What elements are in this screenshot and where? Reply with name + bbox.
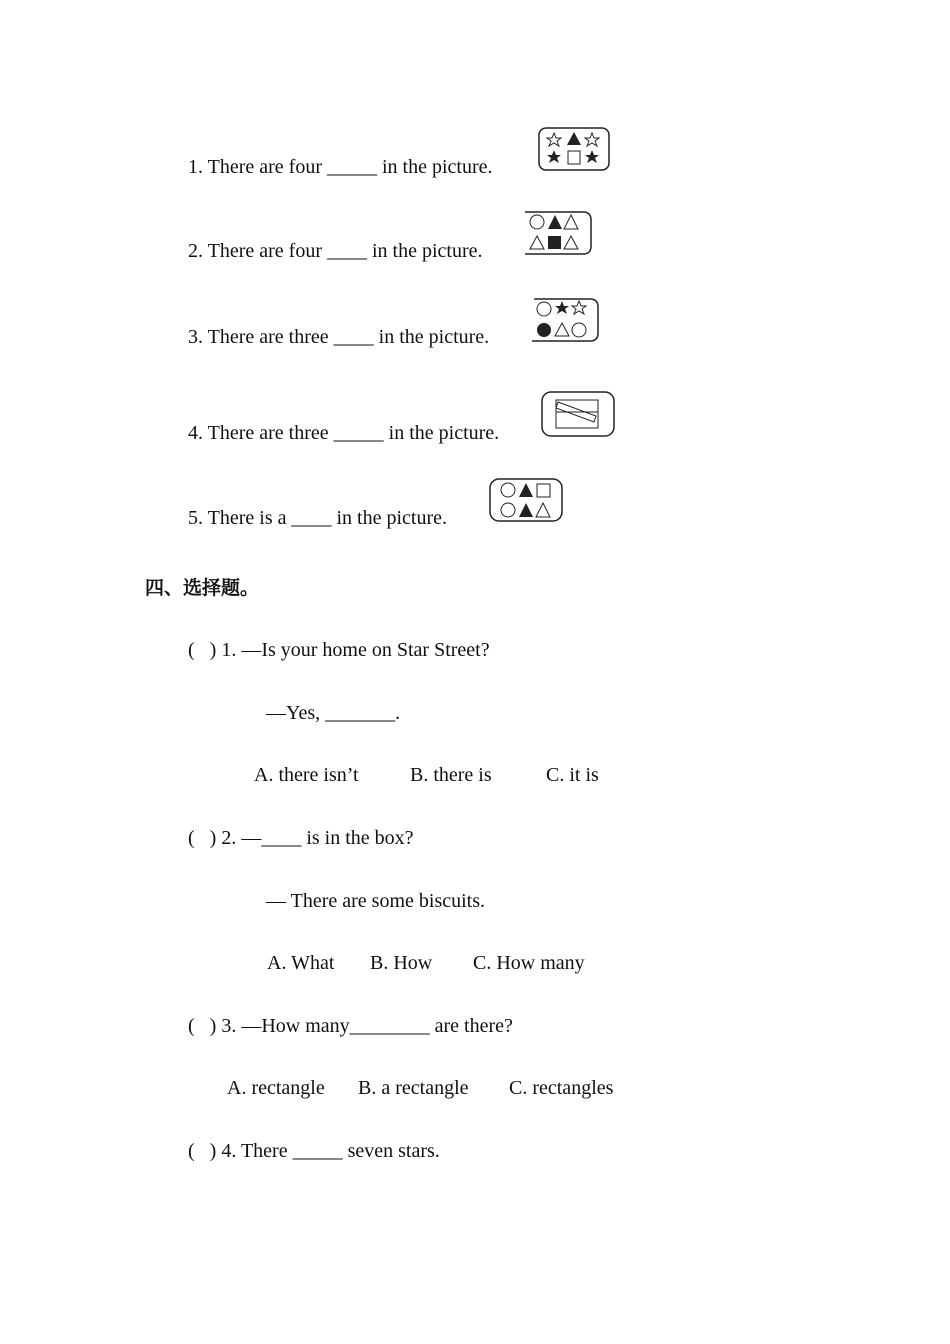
- question-2-answer: — There are some biscuits.: [266, 890, 486, 912]
- fill-in-1-text: 1. There are four _____ in the picture.: [188, 156, 493, 178]
- question-2-option-c: C. How many: [473, 952, 585, 974]
- fill-in-2-text: 2. There are four ____ in the picture.: [188, 240, 483, 262]
- circles-stars-triangle-icon: [528, 297, 600, 343]
- fill-in-4-text: 4. There are three _____ in the picture.: [188, 422, 500, 444]
- circles-triangles-square-icon: [488, 477, 564, 523]
- stars-triangle-square-icon: [537, 126, 611, 172]
- question-2-stem: ( ) 2. —____ is in the box?: [188, 827, 414, 849]
- question-4-stem: ( ) 4. There _____ seven stars.: [188, 1140, 440, 1162]
- question-3-option-a: A. rectangle: [227, 1077, 325, 1099]
- rectangles-icon: [540, 390, 616, 438]
- question-2-option-b: B. How: [370, 952, 433, 974]
- question-2-option-a: A. What: [267, 952, 335, 974]
- question-3-stem: ( ) 3. —How many________ are there?: [188, 1015, 513, 1037]
- question-1-option-a: A. there isn’t: [254, 764, 359, 786]
- question-1-answer: —Yes, _______.: [266, 702, 401, 724]
- question-1-option-b: B. there is: [410, 764, 492, 786]
- fill-in-5-text: 5. There is a ____ in the picture.: [188, 507, 448, 529]
- section-title: 四、选择题。: [145, 577, 260, 599]
- question-3-option-c: C. rectangles: [509, 1077, 614, 1099]
- question-3-option-b: B. a rectangle: [358, 1077, 469, 1099]
- question-1-option-c: C. it is: [546, 764, 599, 786]
- fill-in-3-text: 3. There are three ____ in the picture.: [188, 326, 490, 348]
- question-1-stem: ( ) 1. —Is your home on Star Street?: [188, 639, 490, 661]
- circle-triangles-square-icon: [521, 210, 593, 256]
